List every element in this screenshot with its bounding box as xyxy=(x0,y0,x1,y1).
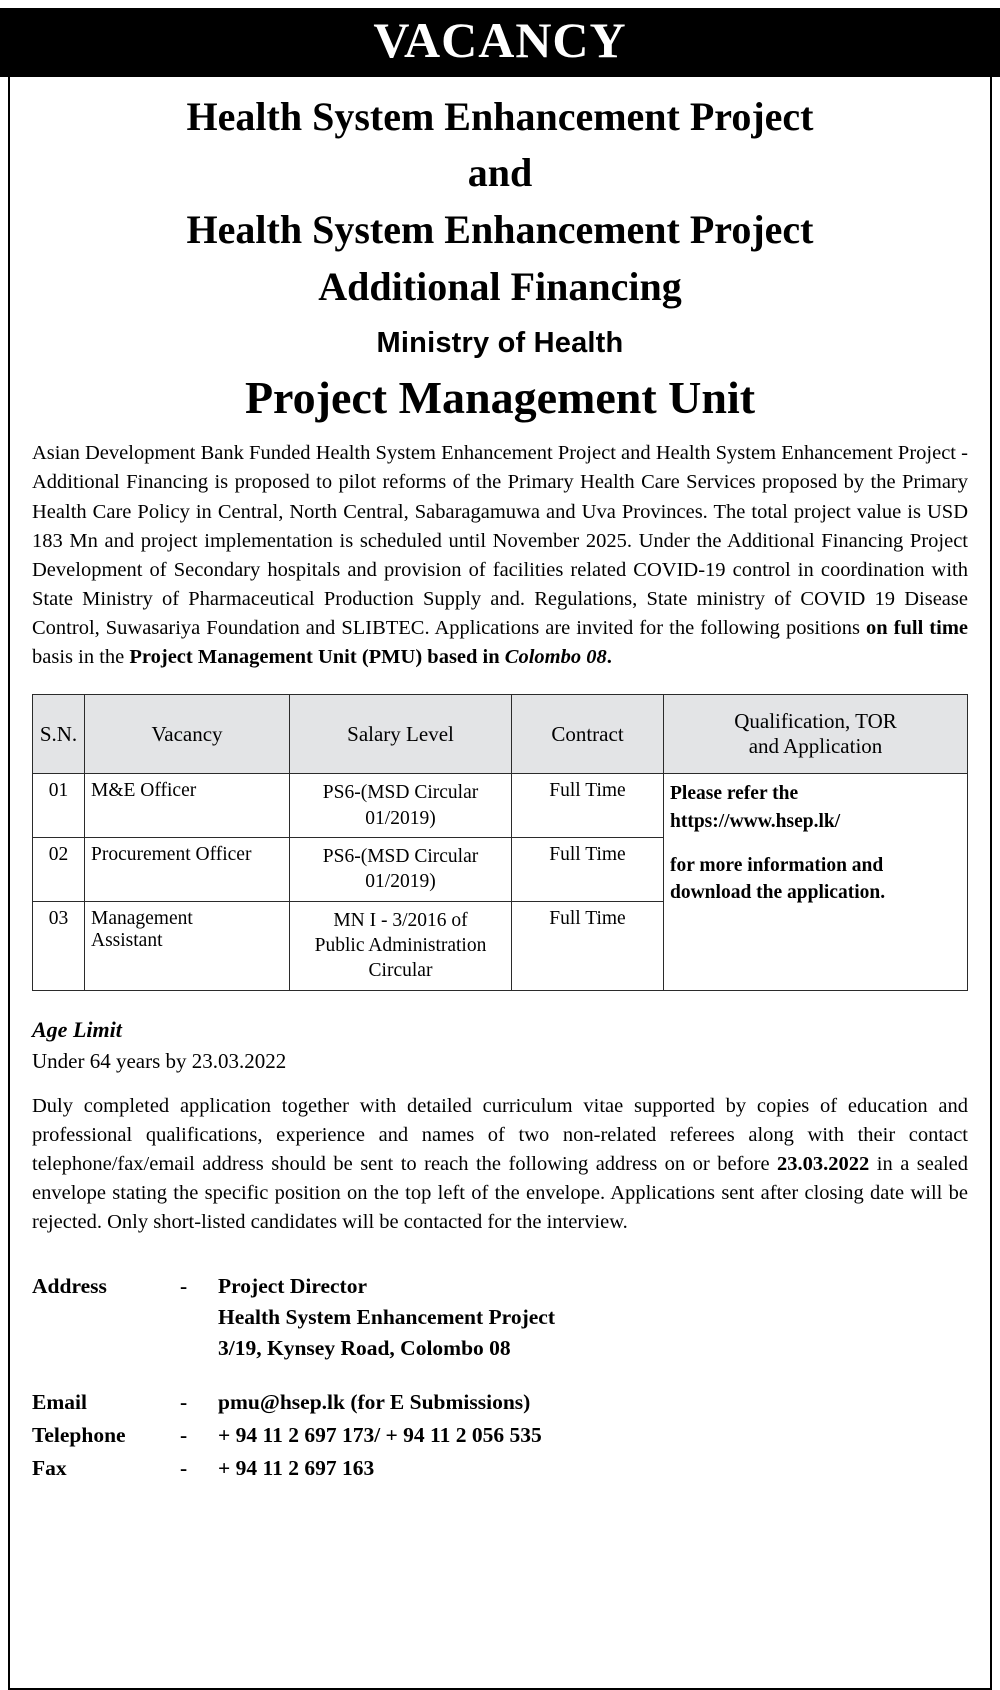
qualification-url[interactable]: https://www.hsep.lk/ xyxy=(670,810,841,832)
heading-project-management-unit: Project Management Unit xyxy=(244,372,756,424)
row-1-salary-line-2: 01/2019) xyxy=(365,807,436,829)
vacancy-table xyxy=(32,694,968,990)
address-line-1: Project Director xyxy=(218,1274,368,1299)
intro-bolditalic-colombo: Colombo 08 xyxy=(504,646,607,669)
intro-text-part-1: Asian Development Bank Funded Health System Enhancement Project and Health System Enhancement Project - Additional Financing is proposed to pilot reforms of the Primary Health Care Services proposed by the Primary Health Care Policy in Central, North Central, Sabaragamuwa and Uva Provinces. The total project value is USD 183 Mn and project implementation is scheduled until November 2025. Under the Additional Financing Project Development of Secondary hospitals and provision of facilities related COVID-19 control in coordination with State Ministry of Pharmaceutical Production Supply and. Regulations, State ministry of COVID 19 Disease Control, Suwasariya Foundation and SLIBTEC. Applications are invited for the following positions xyxy=(32,442,968,639)
qualification-spacer xyxy=(670,836,961,852)
row-1-contract: Full Time xyxy=(512,774,664,838)
heading-additional-financing: Additional Financing xyxy=(318,263,682,309)
row-2-salary xyxy=(290,837,512,901)
row-3-salary-line-3: Circular xyxy=(368,960,433,982)
row-3-vacancy-line-1: Management xyxy=(91,907,193,929)
contact-row-email xyxy=(32,1387,968,1418)
heading-project-line-1: Health System Enhancement Project xyxy=(186,93,814,139)
contact-block xyxy=(32,1271,968,1484)
row-2-sn: 02 xyxy=(33,837,85,901)
table-header-sn: S.N. xyxy=(33,695,85,774)
qualification-line-4: and download the xyxy=(670,854,884,904)
row-3-sn: 03 xyxy=(33,901,85,990)
intro-bold-based-in: based in xyxy=(427,646,505,669)
row-3-vacancy xyxy=(85,901,290,990)
contact-value-telephone: + 94 11 2 697 173/ + 94 11 2 056 535 xyxy=(218,1422,542,1447)
qualification-line-5: application. xyxy=(787,882,886,904)
qualification-line-1: Please refer the xyxy=(670,783,799,805)
contact-dash-address: - xyxy=(180,1274,188,1299)
contact-dash-email: - xyxy=(180,1389,188,1414)
row-1-sn: 01 xyxy=(33,774,85,838)
intro-bold-full-time: on full time xyxy=(866,616,968,639)
contact-value-fax: + 94 11 2 697 163 xyxy=(218,1455,375,1480)
row-2-contract: Full Time xyxy=(512,837,664,901)
row-3-salary xyxy=(290,901,512,990)
qualification-cell xyxy=(664,774,968,990)
vacancy-banner-title: VACANCY xyxy=(373,12,627,68)
contact-value-email[interactable]: pmu@hsep.lk (for E Submissions) xyxy=(218,1389,531,1414)
intro-text-part-2: basis in the xyxy=(32,646,130,669)
table-header-qualification-line-1: Qualification, TOR xyxy=(734,709,897,734)
contact-value-address xyxy=(218,1271,968,1365)
vacancy-advertisement-page xyxy=(0,8,1000,1669)
row-3-vacancy-line-2: Assistant xyxy=(91,929,163,951)
row-2-salary-line-1: PS6-(MSD Circular xyxy=(322,845,479,867)
intro-paragraph xyxy=(32,439,968,672)
row-3-contract: Full Time xyxy=(512,901,664,990)
table-header-contract: Contract xyxy=(512,695,664,774)
address-line-3: 3/19, Kynsey Road, Colombo 08 xyxy=(218,1336,511,1361)
intro-bold-pmu: Project Management Unit (PMU) xyxy=(129,646,423,669)
row-2-vacancy: Procurement Officer xyxy=(85,837,290,901)
contact-label-telephone: Telephone xyxy=(32,1422,126,1447)
address-line-2: Health System Enhancement Project xyxy=(218,1305,555,1330)
contact-row-fax xyxy=(32,1453,968,1484)
closing-text-part-1: Duly completed application together with detailed curriculum vitae supported by copies of education and professional qualifications, experience and names of two non-related referees along with their contact telephone/fax/email address should be sent to reach the following address on or before xyxy=(32,1094,968,1175)
table-header-vacancy: Vacancy xyxy=(85,695,290,774)
contact-label-email: Email xyxy=(32,1389,87,1414)
heading-project-line-2: Health System Enhancement Project xyxy=(186,207,814,253)
table-header-salary-level: Salary Level xyxy=(290,695,512,774)
closing-paragraph xyxy=(32,1092,968,1238)
contact-dash-fax: - xyxy=(180,1455,188,1480)
contact-dash-telephone: - xyxy=(180,1422,188,1447)
contact-row-telephone xyxy=(32,1420,968,1451)
row-3-salary-line-2: Public Administration xyxy=(314,934,487,956)
row-3-salary-line-1: MN I - 3/2016 of xyxy=(333,909,468,931)
intro-text-part-4: . xyxy=(606,646,612,669)
closing-bold-deadline-date: 23.03.2022 xyxy=(777,1152,870,1175)
content-box xyxy=(8,77,992,1690)
contact-label-address: Address xyxy=(32,1274,107,1299)
age-limit-value: Under 64 years by 23.03.2022 xyxy=(32,1048,287,1073)
qualification-line-3: for more information xyxy=(670,854,847,876)
heading-ministry-of-health: Ministry of Health xyxy=(376,326,624,359)
row-1-vacancy: M&E Officer xyxy=(85,774,290,838)
vacancy-banner xyxy=(0,8,1000,77)
table-header-qualification-line-2: and Application xyxy=(748,734,883,759)
contact-spacer xyxy=(32,1367,968,1387)
age-limit-title: Age Limit xyxy=(32,1016,122,1042)
table-header-qualification xyxy=(664,695,968,774)
contact-label-fax: Fax xyxy=(32,1455,67,1480)
heading-and: and xyxy=(467,150,533,196)
contact-row-address xyxy=(32,1271,968,1365)
table-row xyxy=(33,774,968,838)
row-1-salary-line-1: PS6-(MSD Circular xyxy=(322,782,479,804)
table-header-row xyxy=(33,695,968,774)
closing-text-part-2: in a sealed envelope stating the specific position on the top left of the envelope. Applications sent after closing date will be rejected. Only short-listed candidates will be contacted for the interview. xyxy=(32,1152,968,1233)
row-2-salary-line-2: 01/2019) xyxy=(365,871,436,893)
row-1-salary xyxy=(290,774,512,838)
